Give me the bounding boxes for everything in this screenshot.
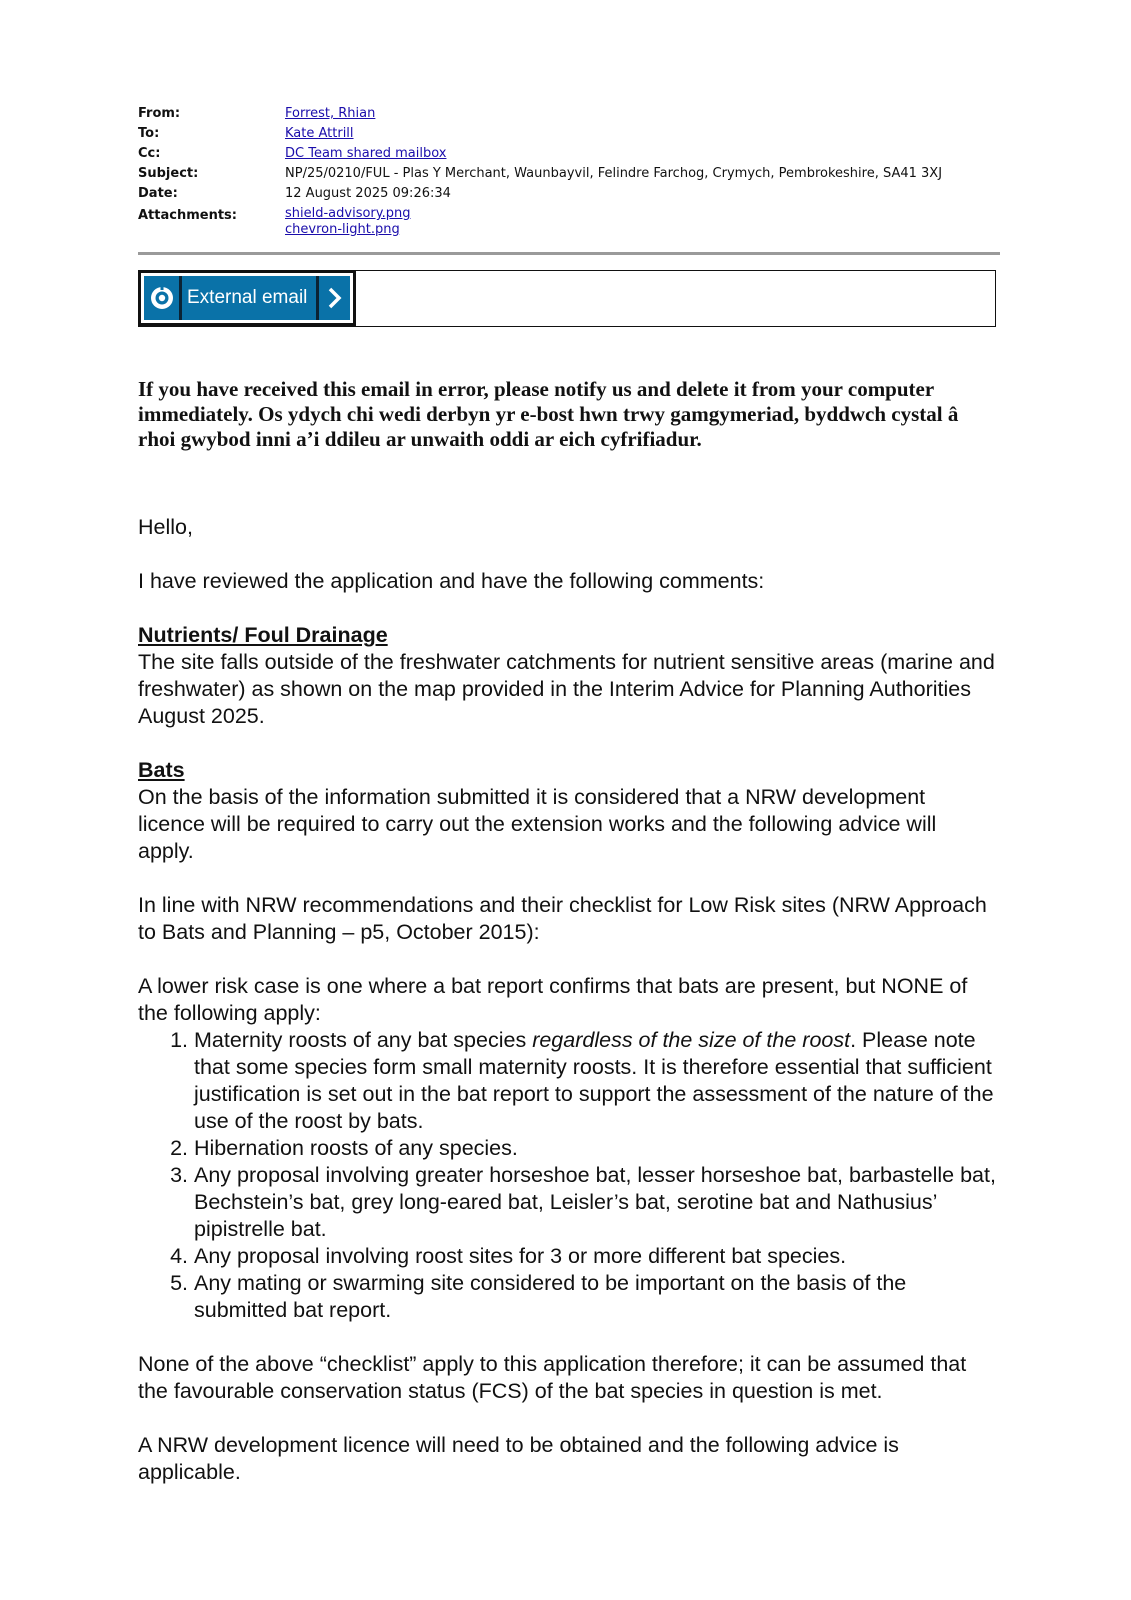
subject-label: Subject: [138, 166, 199, 181]
list-item: 2. Hibernation roosts of any species. [194, 1135, 998, 1162]
nutrients-section [138, 622, 998, 730]
licence-paragraph: A NRW development licence will need to be obtained and the following advice is applicable. [138, 1433, 899, 1484]
date-value: 12 August 2025 09:26:34 [285, 186, 451, 201]
shield-icon [144, 276, 182, 320]
attachments-label: Attachments: [138, 208, 237, 223]
attachment-link[interactable]: chevron-light.png [285, 222, 400, 237]
attachment-link[interactable]: shield-advisory.png [285, 206, 411, 221]
subject-value: NP/25/0210/FUL - Plas Y Merchant, Waunbayvil, Felindre Farchog, Crymych, Pembrokeshire, SA41 3XJ [285, 166, 943, 181]
lower-risk-section [138, 973, 998, 1324]
nutrients-text: The site falls outside of the freshwater catchments for nutrient sensitive areas (marine and freshwater) as shown on the map provided in the Interim Advice for Planning Authorities August 2025. [138, 650, 995, 728]
intro-paragraph: I have reviewed the application and have the following comments: [138, 569, 765, 593]
bats-heading: Bats [138, 758, 185, 782]
date-label: Date: [138, 186, 178, 201]
cc-link[interactable]: DC Team shared mailbox [285, 146, 447, 161]
subject-row [138, 164, 998, 184]
list-item: 5. Any mating or swarming site considered to be important on the basis of the submitted bat report. [194, 1270, 998, 1324]
date-row [138, 184, 998, 204]
to-label: To: [138, 126, 160, 141]
none-apply-paragraph: None of the above “checklist” apply to this application therefore; it can be assumed that the favourable conservation status (FCS) of the bat species in question is met. [138, 1352, 967, 1403]
from-label: From: [138, 106, 181, 121]
external-email-banner [138, 270, 996, 327]
checklist [138, 1027, 998, 1324]
lower-risk-intro: A lower risk case is one where a bat report confirms that bats are present, but NONE of the following apply: [138, 974, 968, 1025]
bats-section [138, 757, 998, 865]
from-link[interactable]: Forrest, Rhian [285, 106, 376, 121]
from-row [138, 104, 998, 124]
nutrients-heading: Nutrients/ Foul Drainage [138, 623, 388, 647]
list-item: 1. Maternity roosts of any bat species regardless of the size of the roost. Please note that some species form small maternity roosts. It is therefore essential that sufficient justification is set out in the bat report to support the assessment of the nature of the use of the roost by bats. [194, 1027, 998, 1135]
external-email-badge[interactable] [138, 270, 356, 326]
greeting: Hello, [138, 515, 193, 539]
bats-text: On the basis of the information submitted it is considered that a NRW development licence will be required to carry out the extension works and the following advice will apply. [138, 785, 937, 863]
external-email-label: External email [187, 287, 308, 308]
to-row [138, 124, 998, 144]
disclaimer-text: If you have received this email in error, please notify us and delete it from your computer immediately. Os ydych chi wedi derbyn yr e-bost hwn trwy gamgymeriad, byddwch cystal â rhoi gwybod inni a’i ddileu ar unwaith oddi ar eich cyfrifiadur. [138, 377, 959, 451]
cc-row [138, 144, 998, 164]
email-page [138, 104, 998, 1486]
email-header [138, 104, 998, 238]
header-separator [138, 252, 1000, 255]
nrw-paragraph: In line with NRW recommendations and their checklist for Low Risk sites (NRW Approach to Bats and Planning – p5, October 2015): [138, 893, 987, 944]
list-item: 4. Any proposal involving roost sites for 3 or more different bat species. [194, 1243, 998, 1270]
chevron-right-icon[interactable] [316, 276, 350, 320]
attachments-row [138, 206, 998, 238]
cc-label: Cc: [138, 146, 161, 161]
list-item: 3. Any proposal involving greater horseshoe bat, lesser horseshoe bat, barbastelle bat, Bechstein’s bat, grey long-eared bat, Leisler’s bat, serotine bat and Nathusius’ pipistrelle bat. [194, 1162, 998, 1243]
to-link[interactable]: Kate Attrill [285, 126, 354, 141]
